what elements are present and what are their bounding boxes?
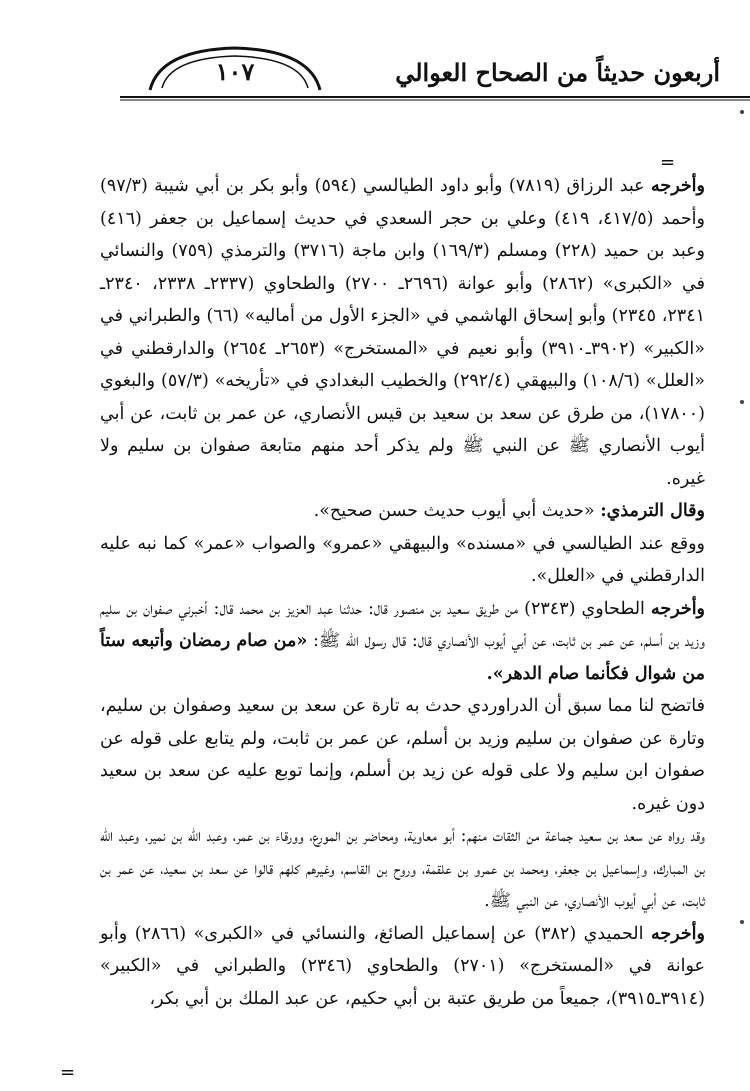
page-body xyxy=(100,170,705,1015)
margin-dot xyxy=(740,920,744,924)
bottom-mark: = xyxy=(60,1062,76,1083)
page-number: ١٠٧ xyxy=(215,57,255,86)
margin-dot xyxy=(740,400,744,404)
paragraph-text: فاتضح لنا مما سبق أن الدراوردي حدث به تارة عن سعد بن سعيد وصفوان بن سليم، وتارة عن صفوان بن سليم وزيد بن أسلم، عن عمر بن ثابت، ولم يتابع على قوله عن صفوان ابن سليم ولا على قوله عن زيد بن أسلم، وإنما توبع عليه عن سعد بن سعيد دون غيره. xyxy=(100,696,705,814)
paragraph-text: وقد رواه عن سعد بن سعيد جماعة من الثقات منهم: أبو معاوية، ومحاضر بن المورع، وورقاء بن عمر، وعبد الله بن نمير، وعبد الله بن المبارك، وإسماعيل بن جعفر، ومحمد بن عمرو بن علقمة، وروح بن القاسم، وغيرهم كلهم قالوا عن سعد بن سعيد، عن عمر بن ثابت، عن أبي أيوب الأنصاري، عن النبي ﷺ. xyxy=(100,826,705,911)
paragraph-text: عبد الرزاق (٧٨١٩) وأبو داود الطيالسي (٥٩٤) وأبو بكر بن أبي شيبة (٩٧/٣) وأحمد (٤١٧/٥، ٤١٩) وعلي بن حجر السعدي في حديث إسماعيل بن جعفر (٤١٦) وعبد بن حميد (٢٢٨) ومسلم (١٦٩/٣) وابن ماجة (٣٧١٦) والترمذي (٧٥٩) والنسائي في «الكبرى» (٢٨٦٢) وأبو عوانة (٢٦٩٦ـ ٢٧٠٠) والطحاوي (٢٣٣٧ـ ٢٣٣٨، ٢٣٤٠ـ ٢٣٤١، ٢٣٤٥) وأبو إسحاق الهاشمي في «الجزء الأول من أماليه» (٦٦) والطبراني في «الكبير» (٣٩٠٢ـ٣٩١٠) وأبو نعيم في «المستخرج» (٢٦٥٣ـ ٢٦٥٤) والدارقطني في «العلل» (١٠٨/٦) والبيهقي (٢٩٢/٤) والخطيب البغدادي في «تأريخه» (٥٧/٣) والبغوي (١٧٨٠٠)، من طرق عن سعد بن سعيد بن قيس الأنصاري، عن عمر بن ثابت، عن أبي أيوب الأنصاري ﷺ عن النبي ﷺ ولم يذكر أحد منهم متابعة صفوان بن سليم ولا غيره. xyxy=(100,176,706,489)
header-rule xyxy=(120,96,750,101)
running-title: أربعون حديثاً من الصحاح العوالي xyxy=(395,58,720,87)
paragraph-lead: وأخرجه xyxy=(651,923,705,944)
top-mark: = xyxy=(660,152,676,173)
paragraph-3 xyxy=(100,528,705,593)
paragraph-lead: وأخرجه xyxy=(651,176,705,196)
paragraph-6 xyxy=(100,820,705,918)
margin-dot xyxy=(740,110,744,114)
paragraph-text: ووقع عند الطيالسي في «مسنده» والبيهقي «عمرو» والصواب «عمر» كما نبه عليه الدارقطني في «العلل». xyxy=(100,533,705,586)
paragraph-4 xyxy=(100,593,705,691)
paragraph-7 xyxy=(100,918,705,1016)
paragraph-text: «حديث أبي أيوب حديث حسن صحيح». xyxy=(313,501,601,521)
page-header xyxy=(120,40,750,110)
paragraph-text: الطحاوي (٢٣٤٣) من طريق سعيد بن منصور قال: حدثنا عبد العزيز بن محمد قال: أخبرني صفوان بن سليم وزيد بن أسلم، عن عمر بن ثابت، عن أبي أيوب الأنصاري قال: قال رسول الله ﷺ: xyxy=(100,598,706,651)
paragraph-lead: وأخرجه xyxy=(651,598,706,619)
paragraph-5 xyxy=(100,690,705,820)
paragraph-2 xyxy=(100,495,705,528)
hadith-quote: «من صام رمضان وأتبعه ستاً من شوال فكأنما صام الدهر». xyxy=(100,631,705,684)
paragraph-text: الحميدي (٣٨٢) عن إسماعيل الصائغ، والنسائي في «الكبرى» (٢٨٦٦) وأبو عوانة في «المستخرج» (٢٧٠١) والطحاوي (٢٣٤٦) والطبراني في «الكبير» (٣٩١٤ـ٣٩١٥)، جميعاً من طريق عتبة بن أبي حكيم، عن عبد الملك بن أبي بكر، xyxy=(100,923,706,1009)
paragraph-lead: وقال الترمذي: xyxy=(600,501,705,521)
paragraph-1 xyxy=(100,170,705,495)
